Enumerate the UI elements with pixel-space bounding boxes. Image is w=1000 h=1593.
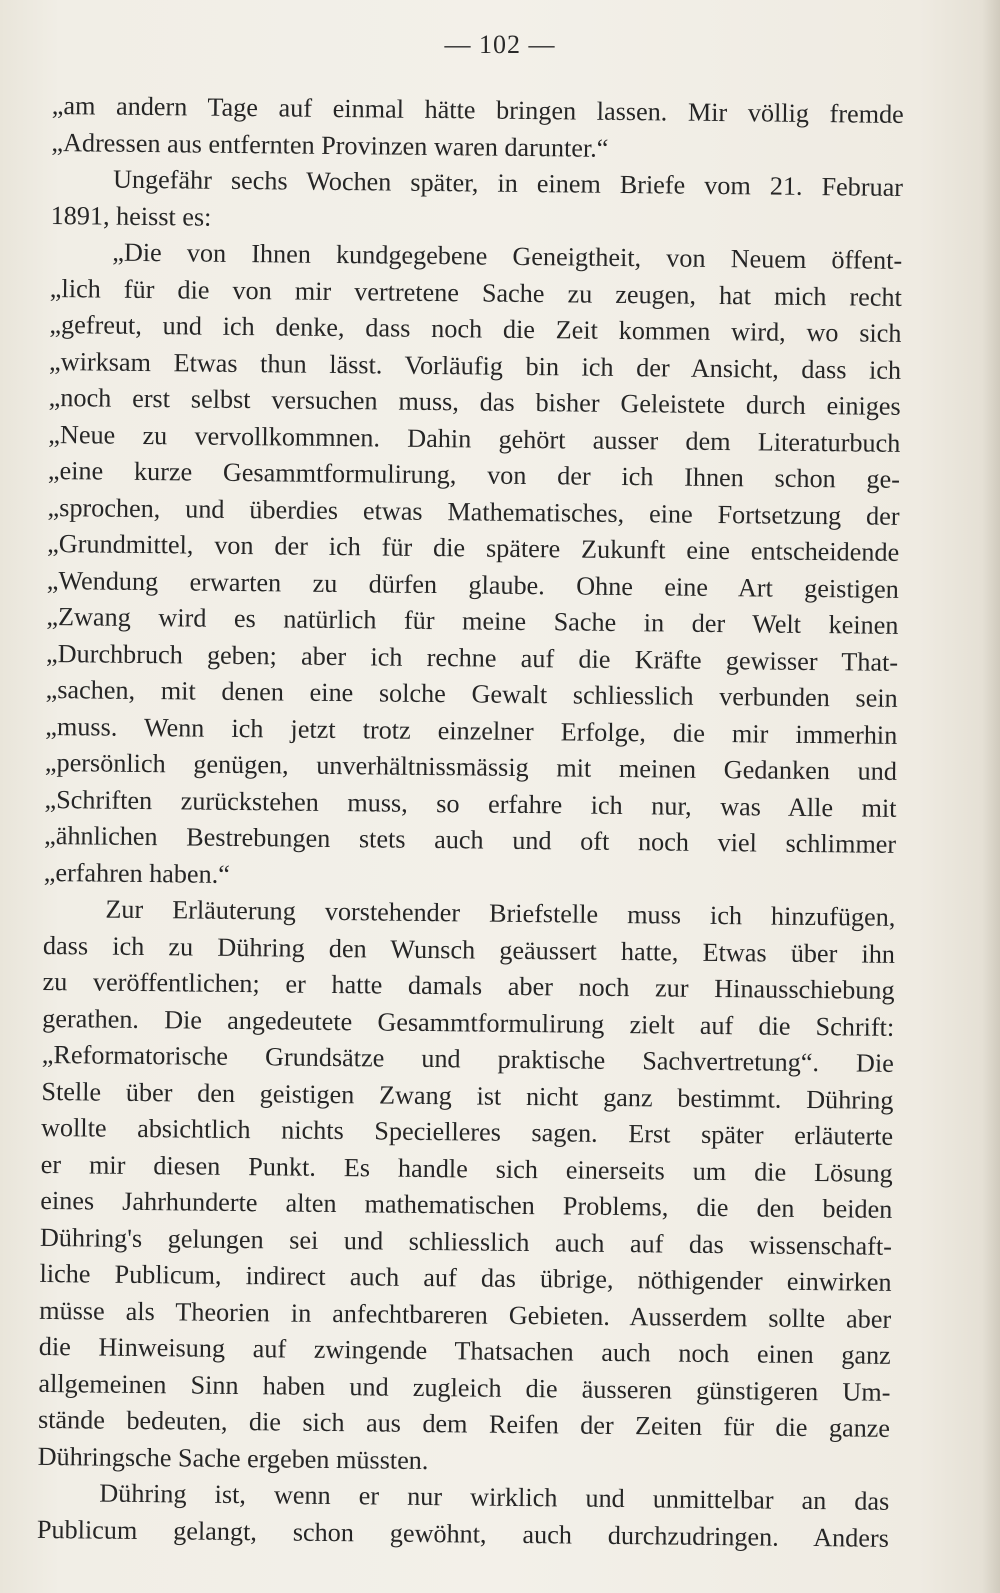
- text-line: „erfahren haben.“: [43, 857, 231, 889]
- text-line: „eine kurze Gesammtformulirung, von der ich Ihnen schon ge-: [47, 455, 901, 494]
- text-line: „noch erst selbst versuchen muss, das bisher Geleistete durch einiges: [48, 382, 901, 421]
- text-line: „Zwang wird es natürlich für meine Sache in der Welt keinen: [46, 601, 899, 640]
- text-line: Publicum gelangt, schon gewöhnt, auch durchzudringen. Anders: [36, 1514, 890, 1553]
- page-number-header: — 102 —: [444, 30, 556, 59]
- text-line: eines Jahrhunderte alten mathematischen Problems, die den beiden: [40, 1185, 893, 1224]
- text-line: „lich für die von mir vertretene Sache zu zeugen, hat mich recht: [49, 273, 903, 312]
- text-line: müsse als Theorien in anfechtbareren Gebieten. Ausserdem sollte aber: [39, 1295, 892, 1334]
- body-text: [37, 88, 904, 1557]
- text-line: Stelle über den geistigen Zwang ist nicht ganz bestimmt. Dühring: [41, 1076, 894, 1115]
- text-line: zu veröffentlichen; er hatte damals aber noch zur Hinausschiebung: [42, 966, 895, 1005]
- text-line: „am andern Tage auf einmal hätte bringen lassen. Mir völlig fremde: [51, 90, 904, 129]
- text-line: „wirksam Etwas thun lässt. Vorläufig bin ich der Ansicht, dass ich: [48, 346, 902, 385]
- page-edge-shadow: [982, 0, 1000, 1593]
- text-line: „gefreut, und ich denke, dass noch die Zeit kommen wird, wo sich: [49, 309, 902, 348]
- text-line: „Wendung erwarten zu dürfen glaube. Ohne eine Art geistigen: [46, 565, 899, 604]
- text-line: dass ich zu Dühring den Wunsch geäussert hatte, Etwas über ihn: [42, 930, 896, 969]
- text-line: „sprochen, und überdies etwas Mathematisches, eine Fortsetzung der: [47, 492, 900, 531]
- text-line: „muss. Wenn ich jetzt trotz einzelner Erfolge, die mir immerhin: [45, 711, 898, 750]
- text-line: „Durchbruch geben; aber ich rechne auf die Kräfte gewisser That-: [45, 638, 899, 677]
- text-line: „Schriften zurückstehen muss, so erfahre ich nur, was Alle mit: [44, 784, 897, 823]
- text-line: allgemeinen Sinn haben und zugleich die äusseren günstigeren Um-: [38, 1368, 891, 1407]
- text-line: „Reformatorische Grundsätze und praktische Sachvertretung“. Die: [41, 1039, 894, 1078]
- text-line: Dühring's gelungen sei und schliesslich auch auf das wissenschaft-: [39, 1222, 893, 1261]
- text-line: gerathen. Die angedeutete Gesammtformulirung zielt auf die Schrift:: [42, 1003, 895, 1042]
- text-line: liche Publicum, indirect auch auf das übrige, nöthigender einwirken: [39, 1258, 892, 1297]
- text-line: „ähnlichen Bestrebungen stets auch und oft noch viel schlimmer: [44, 820, 897, 859]
- text-line: 1891, heisst es:: [50, 200, 212, 232]
- text-line: Dühringsche Sache ergeben müssten.: [37, 1441, 429, 1475]
- text-line: Dühring ist, wenn er nur wirklich und unmittelbar an das: [99, 1478, 890, 1516]
- text-line: „persönlich genügen, unverhältnissmässig mit meinen Gedanken und: [44, 747, 898, 786]
- text-line: stände bedeuten, die sich aus dem Reifen der Zeiten für die ganze: [37, 1404, 891, 1443]
- text-line: Zur Erläuterung vorstehender Briefstelle muss ich hinzufügen,: [105, 894, 896, 932]
- text-line: „Adressen aus entfernten Provinzen waren darunter.“: [51, 127, 609, 163]
- text-line: „Grundmittel, von der ich für die spätere Zukunft eine entscheidende: [47, 528, 900, 567]
- text-line: Ungefähr sechs Wochen später, in einem Briefe vom 21. Februar: [112, 164, 904, 202]
- text-line: die Hinweisung auf zwingende Thatsachen auch noch einen ganz: [38, 1331, 891, 1370]
- text-line: er mir diesen Punkt. Es handle sich einerseits um die Lösung: [40, 1149, 893, 1188]
- text-line: „sachen, mit denen eine solche Gewalt schliesslich verbunden sein: [45, 674, 898, 713]
- text-line: „Neue zu vervollkommnen. Dahin gehört ausser dem Literaturbuch: [48, 419, 901, 458]
- text-line: „Die von Ihnen kundgegebene Geneigtheit, von Neuem öffent-: [112, 237, 903, 275]
- text-line: wollte absichtlich nichts Specielleres sagen. Erst später erläuterte: [40, 1112, 894, 1151]
